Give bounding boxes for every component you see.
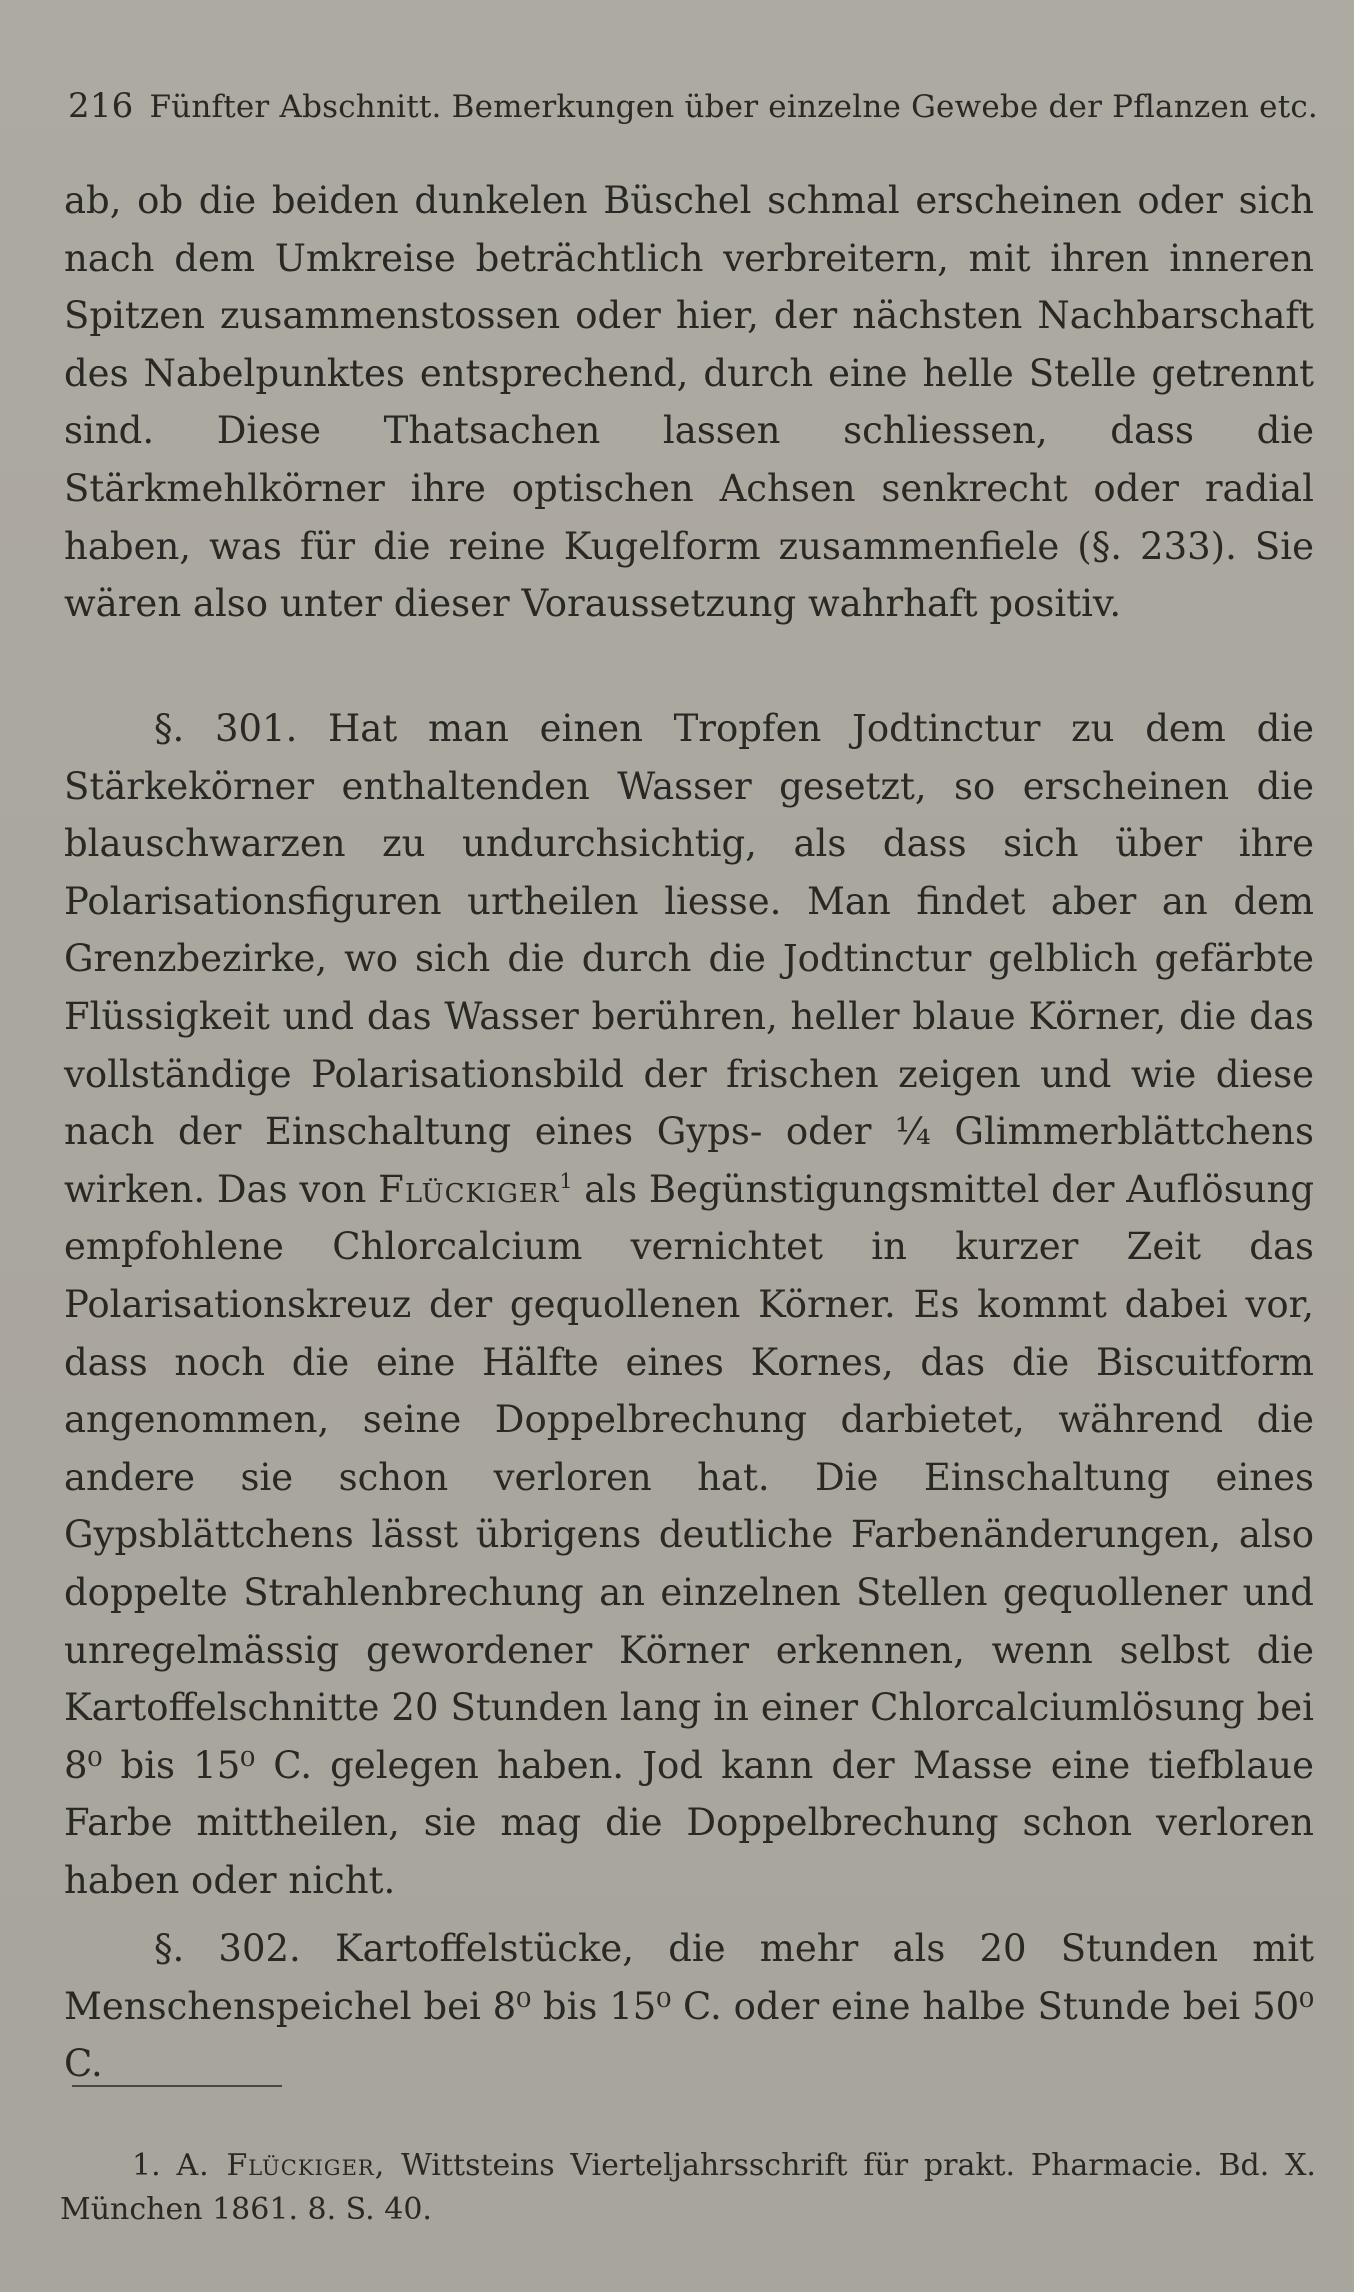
running-header xyxy=(68,86,1318,136)
paragraph-text-part: als Begünstigungsmittel der Auflösung empfohlene Chlorcalcium vernichtet in kurzer Zeit das Polarisationskreuz der gequollenen Körner. Es kommt dabei vor, dass noch die eine Hälfte eines Kornes, das die Biscuitform angenommen, seine Doppelbrechung darbietet, während die andere sie schon verloren hat. Die Einschaltung eines Gypsblättchens lässt übrigens deutliche Farbenänderungen, also doppelte Strahlenbrechung an einzelnen Stellen gequollener und unregelmässig gewordener Körner erkennen, wenn selbst die Kartoffelschnitte 20 Stunden lang in einer Chlorcalciumlösung bei 8⁰ bis 15⁰ C. gelegen haben. Jod kann der Masse eine tiefblaue Farbe mittheilen, sie mag die Doppelbrechung schon verloren haben oder nicht. xyxy=(64,1167,1315,1902)
footnote-number: 1. xyxy=(132,2148,161,2183)
author-name: Flückiger xyxy=(378,1167,560,1211)
paragraph-continuation: ab, ob die beiden dunkelen Büschel schmal erscheinen oder sich nach dem Umkreise beträchtlich verbreitern, mit ihren inneren Spitzen zusammenstossen oder hier, der nächsten Nachbarschaft des Nabelpunktes entsprechend, durch eine helle Stelle getrennt sind. Diese Thatsachen lassen schliessen, dass die Stärkmehlkörner ihre optischen Achsen senkrecht oder radial haben, was für die reine Kugelform zusammenfiele (§. 233). Sie wären also unter dieser Voraussetzung wahrhaft positiv. xyxy=(64,179,1314,626)
footnote-text: Wittsteins Vierteljahrsschrift für prakt. Pharmacie. Bd. X. München 1861. 8. S. 40. xyxy=(60,2148,1316,2227)
footnote-reference: 1 xyxy=(559,1168,573,1193)
paragraph-section-301 xyxy=(64,700,1314,1909)
running-title: Fünfter Abschnitt. Bemerkungen über einzelne Gewebe der Pflanzen etc. xyxy=(149,89,1318,125)
footnote xyxy=(60,2144,1316,2232)
footnote-divider xyxy=(72,2085,282,2087)
footnote-author: A. Flückiger, xyxy=(176,2148,386,2183)
page-number: 216 xyxy=(68,86,134,126)
paragraph-section-302: §. 302. Kartoffelstücke, die mehr als 20 Stunden mit Menschenspeichel bei 8⁰ bis 15⁰ C. oder eine halbe Stunde bei 50⁰ C. xyxy=(64,1927,1314,2086)
paragraph-text-part: §. 301. Hat man einen Tropfen Jodtinctur zu dem die Stärkekörner enthaltenden Wasser gesetzt, so erscheinen die blauschwarzen zu undurchsichtig, als dass sich über ihre Polarisationsfiguren urtheilen liesse. Man findet aber an dem Grenzbezirke, wo sich die durch die Jodtinctur gelblich gefärbte Flüssigkeit und das Wasser berühren, heller blaue Körner, die das vollständige Polarisationsbild der frischen zeigen und wie diese nach der Einschaltung eines Gyps- oder ¼ Glimmerblättchens wirken. Das von xyxy=(64,707,1314,1211)
